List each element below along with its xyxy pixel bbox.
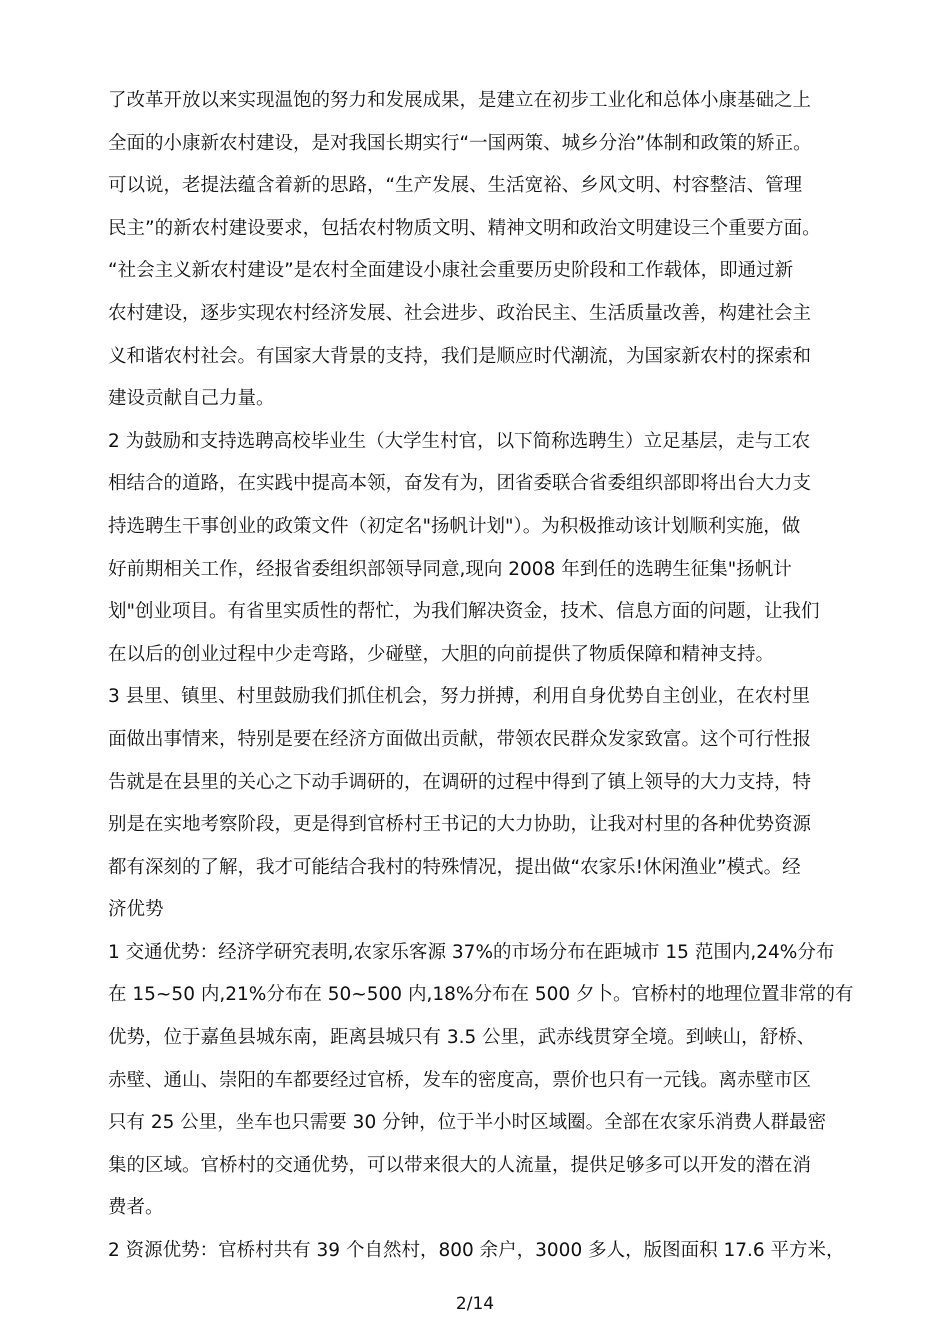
text-line: 划"创业项目。有省里实质性的帮忙，为我们解决资金，技术、信息方面的问题，让我们 [108, 601, 820, 623]
text-line: 都有深刻的了解，我才可能结合我村的特殊情况，提出做“农家乐!休闲渔业”模式。经 [108, 856, 801, 878]
text-line: 在 15~50 内,21%分布在 50~500 内,18%分布在 500 夕卜。官桥村的地理位置非常的有 [108, 984, 854, 1006]
text-line: 了改革开放以来实现温饱的努力和发展成果，是建立在初步工业化和总体小康基础之上 [108, 90, 812, 111]
text-line: 民主”的新农村建设要求，包括农村物质文明、精神文明和政治文明建设三个重要方面。 [108, 217, 821, 239]
text-line: “社会主义新农村建设”是农村全面建设小康社会重要历史阶段和工作载体，即通过新 [108, 260, 794, 282]
text-line: 1 交通优势：经济学研究表明,农家乐客源 37%的市场分布在距城市 15 范围内,24%分布 [108, 941, 835, 963]
text-line: 赤壁、通山、崇阳的车都要经过官桥，发车的密度高，票价也只有一元钱。离赤壁市区 [108, 1069, 812, 1091]
text-line: 好前期相关工作，经报省委组织部领导同意,现向 2008 年到任的选聘生征集"扬帆计 [108, 558, 792, 580]
text-line: 告就是在县里的关心之下动手调研的，在调研的过程中得到了镇上领导的大力支持，特 [108, 771, 812, 793]
text-line: 3 县里、镇里、村里鼓励我们抓住机会，努力拼搏，利用自身优势自主创业，在农村里 [108, 686, 811, 708]
text-line: 可以说，老提法蕴含着新的思路，“生产发展、生活宽裕、乡风文明、村容整洁、管理 [108, 175, 803, 197]
text-line: 2 为鼓励和支持选聘高校毕业生（大学生村官，以下简称选聘生）立足基层，走与工农 [108, 430, 811, 452]
text-line: 义和谐农村社会。有国家大背景的支持，我们是顺应时代潮流，为国家新农村的探索和 [108, 345, 812, 367]
text-line: 持选聘生干事创业的政策文件（初定名"扬帆计划"）。为积极推动该计划顺利实施，做 [108, 515, 801, 537]
text-line: 优势，位于嘉鱼县城东南，距离县城只有 3.5 公里，武赤线贯穿全境。到峡山，舒桥、 [108, 1027, 816, 1049]
text-line: 别是在实地考察阶段，更是得到官桥村王书记的大力协助，让我对村里的各种优势资源 [108, 814, 812, 836]
text-line: 2 资源优势：官桥村共有 39 个自然村，800 余户，3000 多人，版图面积 17.6 平方米， [108, 1240, 845, 1262]
body-text [108, 80, 908, 1273]
text-line: 建设贡献自己力量。 [108, 388, 275, 410]
text-line: 农村建设，逐步实现农村经济发展、社会进步、政治民主、生活质量改善，构建社会主 [108, 302, 812, 324]
text-line: 费者。 [108, 1197, 164, 1219]
text-line: 济优势 [108, 899, 164, 921]
text-line: 全面的小康新农村建设，是对我国长期实行“一国两策、城乡分治”体制和政策的矫正。 [108, 132, 812, 154]
text-line: 集的区域。官桥村的交通优势，可以带来很大的人流量，提供足够多可以开发的潜在消 [108, 1154, 812, 1176]
text-line: 相结合的道路，在实践中提高本领，奋发有为，团省委联合省委组织部即将出台大力支 [108, 473, 812, 495]
page-number: 2/14 [455, 1294, 495, 1314]
text-line: 只有 25 公里，坐车也只需要 30 分钟，位于半小时区域圈。全部在农家乐消费人群最密 [108, 1112, 827, 1134]
text-line: 面做出事情来，特别是要在经济方面做出贡献，带领农民群众发家致富。这个可行性报 [108, 728, 812, 750]
text-line: 在以后的创业过程中少走弯路，少碰壁，大胆的向前提供了物质保障和精神支持。 [108, 643, 775, 665]
